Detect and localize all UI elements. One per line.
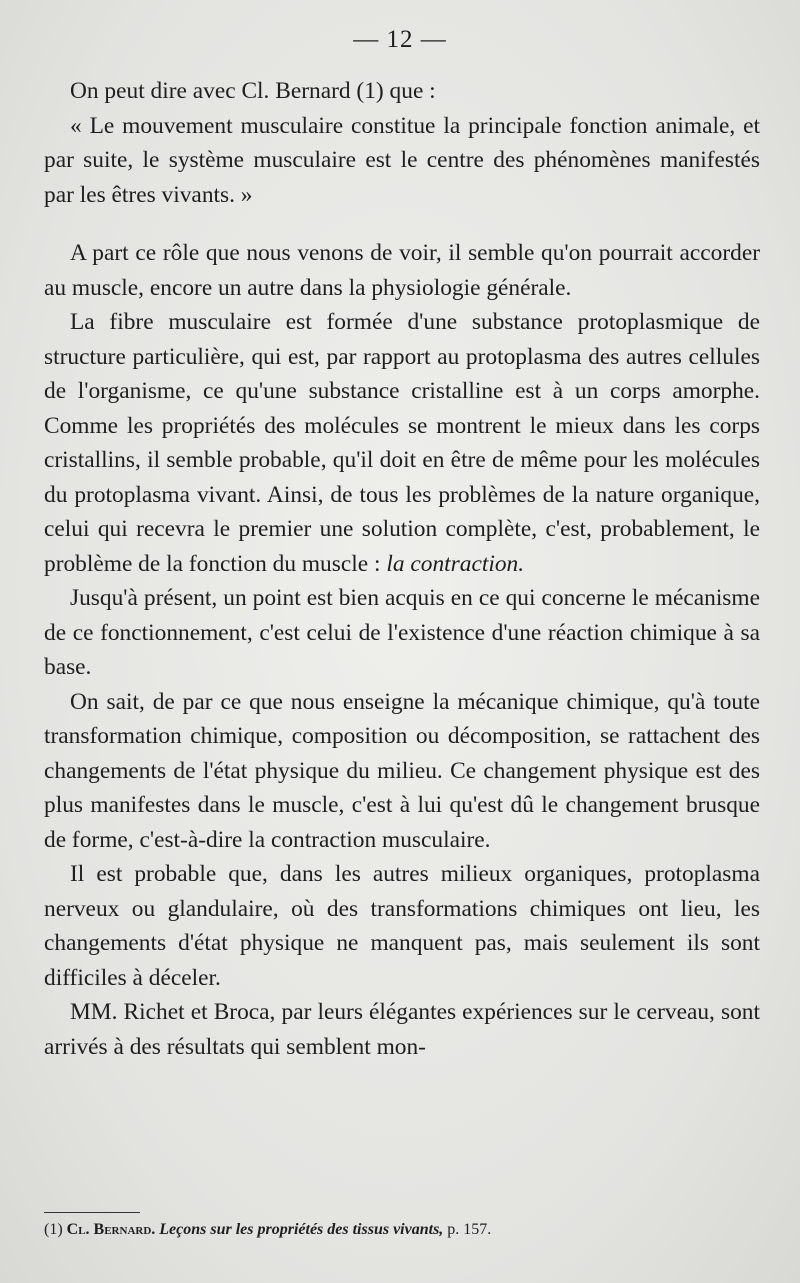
footnote-divider [44, 1212, 140, 1213]
body-text [44, 74, 760, 1064]
paragraph-8: MM. Richet et Broca, par leurs élégantes expériences sur le cerveau, sont arrivés à des résultats qui semblent mon- [44, 999, 760, 1060]
paragraph-7: Il est probable que, dans les autres milieux organiques, protoplasma nerveux ou glandulaire, où des transformations chimiques ont lieu, les changements d'état physique ne manquent pas, mais seulement ils sont difficiles à déceler. [44, 861, 760, 991]
paragraph-6: On sait, de par ce que nous enseigne la mécanique chimique, qu'à toute transformation chimique, composition ou décomposition, se rattachent des changements de l'état physique du milieu. Ce changement physique est des plus manifestes dans le muscle, c'est à lui qu'est dû le changement brusque de forme, c'est-à-dire la contraction musculaire. [44, 688, 760, 853]
paragraph-3: A part ce rôle que nous venons de voir, il semble qu'on pourrait accorder au muscle, encore un autre dans la physiologie générale. [44, 240, 760, 301]
paragraph-4 [44, 305, 760, 581]
footnote [44, 1219, 760, 1241]
paragraph-5: Jusqu'à présent, un point est bien acquis en ce qui concerne le mécanisme de ce fonctionnement, c'est celui de l'existence d'une réaction chimique à sa base. [44, 585, 760, 680]
page-number: — 12 — [353, 26, 447, 53]
footnote-author: Cl. Bernard. [66, 1221, 156, 1238]
paragraph-2-quote: « Le mouvement musculaire constitue la principale fonction animale, et par suite, le système musculaire est le centre des phénomènes manifestés par les êtres vivants. » [44, 112, 760, 208]
paragraph-4-text: La fibre musculaire est formée d'une substance protoplasmique de structure particulière, qui est, par rapport au protoplasma des autres cellules de l'organisme, ce qu'une substance cristalline est à un corps amorphe. Comme les propriétés des molécules se montrent le mieux dans les corps cristallins, il semble probable, qu'il doit en être de même pour les molécules du protoplasma vivant. Ainsi, de tous les problèmes de la nature organique, celui qui recevra le premier une solution complète, c'est, probablement, le problème de la fonction du muscle : [44, 309, 760, 577]
paragraph-1: On peut dire avec Cl. Bernard (1) que : [70, 78, 436, 104]
footnote-marker: (1) [44, 1221, 63, 1238]
italic-term: la contraction. [386, 550, 525, 577]
footnote-page-ref: p. 157. [447, 1221, 492, 1238]
footnote-work: Leçons sur les propriétés des tissus vivants, [159, 1221, 444, 1238]
